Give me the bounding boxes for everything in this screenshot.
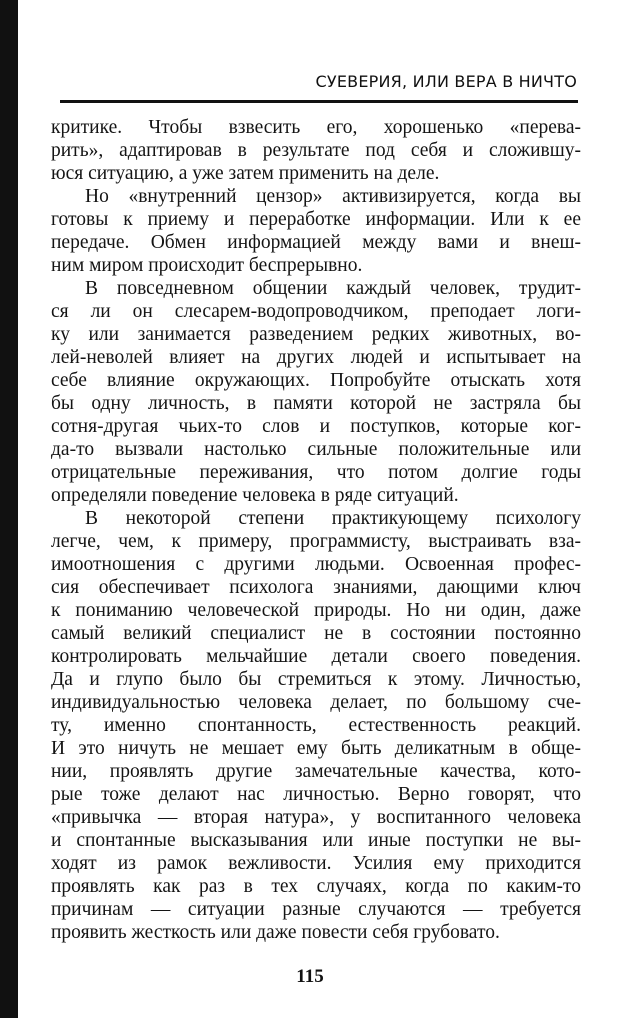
text-line: контролировать мельчайшие детали своего поведения. xyxy=(51,646,581,667)
header-rule xyxy=(60,100,578,103)
text-line: Но «внутренний цензор» активизируется, когда вы xyxy=(85,186,581,207)
text-line: причинам — ситуации разные случаются — требуется xyxy=(51,899,581,920)
text-line: проявить жесткость или даже повести себя грубовато. xyxy=(51,922,500,943)
text-line: и спонтанные высказывания или иные поступки не вы- xyxy=(51,830,581,851)
text-line: готовы к приему и переработке информации. Или к ее xyxy=(51,209,581,230)
text-line: бы одну личность, в памяти которой не застряла бы xyxy=(51,393,581,414)
text-line: легче, чем, к примеру, программисту, выстраивать вза- xyxy=(51,531,581,552)
text-line: проявлять как раз в тех случаях, когда по каким-то xyxy=(51,876,581,897)
body-text xyxy=(51,116,581,944)
running-head: СУЕВЕРИЯ, ИЛИ ВЕРА В НИЧТО xyxy=(315,72,577,91)
text-line: И это ничуть не мешает ему быть деликатным в обще- xyxy=(51,738,581,759)
text-line: лей-неволей влияет на других людей и испытывает на xyxy=(51,347,581,368)
scan-binding-edge xyxy=(0,0,18,1018)
text-line: Да и глупо было бы стремиться к этому. Личностью, xyxy=(51,669,581,690)
text-line: ся ли он слесарем-водопроводчиком, преподает логи- xyxy=(51,301,581,322)
text-line: «привычка — вторая натура», у воспитанного человека xyxy=(51,807,581,828)
text-line: рить», адаптировав в результате под себя и сложившу- xyxy=(51,140,581,161)
text-line: себе влияние окружающих. Попробуйте отыскать хотя xyxy=(51,370,581,391)
text-line: рые тоже делают нас личностью. Верно говорят, что xyxy=(51,784,581,805)
text-line: критике. Чтобы взвесить его, хорошенько «перева- xyxy=(51,117,581,138)
text-line: самый великий специалист не в состоянии постоянно xyxy=(51,623,581,644)
text-line: нии, проявлять другие замечательные качества, кото- xyxy=(51,761,581,782)
text-line: юся ситуацию, а уже затем применить на деле. xyxy=(51,163,440,184)
text-line: ту, именно спонтанность, естественность реакций. xyxy=(51,715,581,736)
text-line: сотня-другая чьих-то слов и поступков, которые ког- xyxy=(51,416,581,437)
text-line: ходят из рамок вежливости. Усилия ему приходится xyxy=(51,853,581,874)
text-line: передаче. Обмен информацией между вами и внеш- xyxy=(51,232,581,253)
text-line: к пониманию человеческой природы. Но ни один, даже xyxy=(51,600,581,621)
text-line: отрицательные переживания, что потом долгие годы xyxy=(51,462,581,483)
page-number: 115 xyxy=(296,966,324,987)
text-line: индивидуальностью человека делает, по большому сче- xyxy=(51,692,581,713)
text-line: да-то вызвали настолько сильные положительные или xyxy=(51,439,581,460)
text-line: В некоторой степени практикующему психологу xyxy=(85,508,581,529)
text-line: имоотношения с другими людьми. Освоенная профес- xyxy=(51,554,581,575)
text-line: ку или занимается разведением редких животных, во- xyxy=(51,324,581,345)
text-line: В повседневном общении каждый человек, трудит- xyxy=(85,278,581,299)
text-line: ним миром происходит беспрерывно. xyxy=(51,255,363,276)
text-line: определяли поведение человека в ряде ситуаций. xyxy=(51,485,459,506)
text-line: сия обеспечивает психолога знаниями, дающими ключ xyxy=(51,577,581,598)
